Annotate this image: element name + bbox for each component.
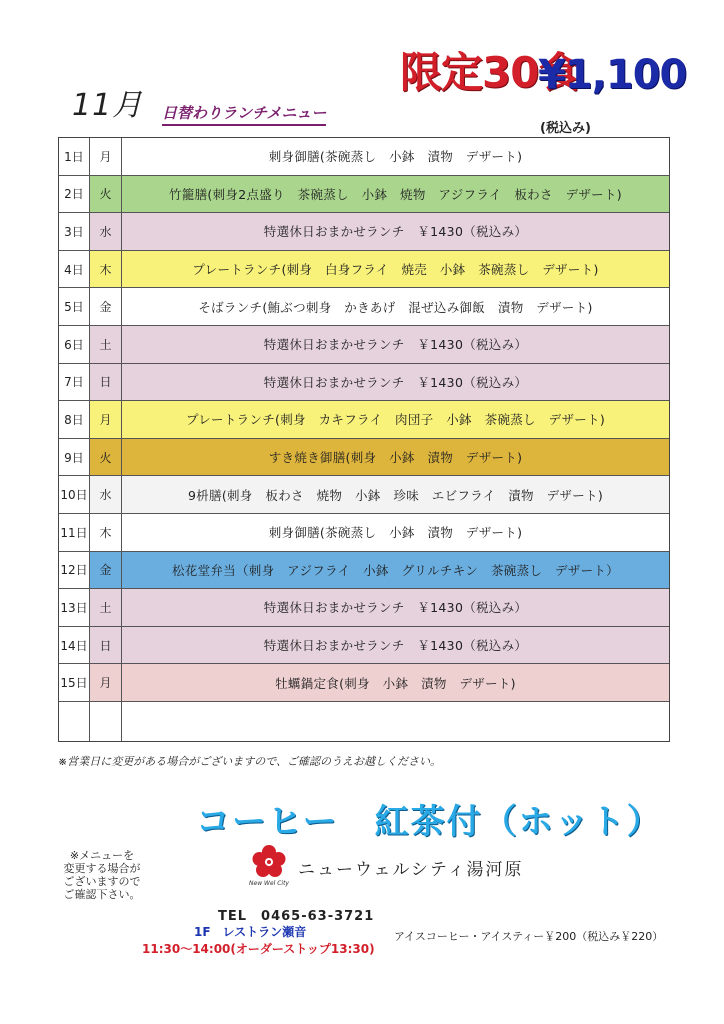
weekday-cell: 水 [90, 476, 122, 513]
menu-subtitle: 日替わりランチメニュー [162, 102, 326, 126]
weekday-cell: 日 [90, 627, 122, 664]
day-cell: 7日 [59, 364, 90, 401]
business-day-note: ※営業日に変更がある場合がございますので、ご確認のうえお越しください。 [58, 755, 441, 768]
weekday-cell: 金 [90, 552, 122, 589]
day-cell: 12日 [59, 552, 90, 589]
logo-caption: New Wel City [249, 880, 289, 887]
day-cell: 11日 [59, 514, 90, 551]
tax-note: (税込み) [540, 121, 591, 136]
menu-cell: 竹籠膳(刺身2点盛り 茶碗蒸し 小鉢 焼物 アジフライ 板わさ デザート) [169, 186, 622, 202]
limited-quantity: 限定30食 [400, 48, 580, 97]
day-cell: 8日 [59, 401, 90, 438]
menu-row [59, 401, 669, 439]
month-title: 11月 [72, 88, 144, 123]
menu-cell: 9枡膳(刺身 板わさ 焼物 小鉢 珍味 エビフライ 漬物 デザート) [187, 487, 604, 503]
weekday-cell: 土 [90, 589, 122, 626]
menu-change-line: ※メニューを [69, 849, 135, 862]
menu-row [59, 138, 669, 176]
menu-cell: 特選休日おまかせランチ ￥1430（税込み） [263, 374, 528, 390]
menu-row [59, 476, 669, 514]
menu-change-note [60, 849, 144, 901]
menu-cell: 刺身御膳(茶碗蒸し 小鉢 漬物 デザート) [268, 149, 523, 165]
menu-row [59, 288, 669, 326]
menu-row [59, 514, 669, 552]
restaurant-name: 1F レストラン瀬音 [194, 925, 307, 939]
menu-cell: プレートランチ(刺身 白身フライ 焼売 小鉢 茶碗蒸し デザート) [192, 262, 599, 278]
menu-row [59, 326, 669, 364]
menu-cell: 刺身御膳(茶碗蒸し 小鉢 漬物 デザート) [268, 525, 523, 541]
lunch-price: ¥1,100 [538, 52, 687, 98]
day-cell: 9日 [59, 439, 90, 476]
menu-row [59, 213, 669, 251]
weekday-cell: 木 [90, 514, 122, 551]
weekday-cell [90, 702, 122, 741]
weekday-cell: 金 [90, 288, 122, 325]
menu-cell: 松花堂弁当（刺身 アジフライ 小鉢 グリルチキン 茶碗蒸し デザート） [171, 562, 619, 578]
menu-cell [122, 702, 669, 741]
menu-row [59, 664, 669, 702]
iced-drinks-price: アイスコーヒー・アイスティー￥200（税込み￥220） [394, 930, 664, 943]
day-cell [59, 702, 90, 741]
menu-row [59, 702, 669, 741]
day-cell: 3日 [59, 213, 90, 250]
menu-row [59, 627, 669, 665]
day-cell: 15日 [59, 664, 90, 701]
menu-change-line: ございますので [63, 875, 141, 888]
menu-cell: 牡蠣鍋定食(刺身 小鉢 漬物 デザート) [275, 675, 516, 691]
weekday-cell: 日 [90, 364, 122, 401]
lunch-menu-table [58, 137, 670, 742]
hotel-name: ニューウェルシティ湯河原 [298, 860, 524, 880]
weekday-cell: 火 [90, 176, 122, 213]
day-cell: 13日 [59, 589, 90, 626]
menu-change-line: ご確認下さい。 [63, 888, 141, 901]
weekday-cell: 月 [90, 664, 122, 701]
menu-row [59, 439, 669, 477]
menu-change-line: 変更する場合が [63, 862, 141, 875]
menu-row [59, 552, 669, 590]
day-cell: 4日 [59, 251, 90, 288]
day-cell: 2日 [59, 176, 90, 213]
menu-row [59, 364, 669, 402]
day-cell: 10日 [59, 476, 90, 513]
weekday-cell: 水 [90, 213, 122, 250]
menu-row [59, 589, 669, 627]
day-cell: 1日 [59, 138, 90, 175]
business-hours: 11:30～14:00(オーダーストップ13:30) [142, 942, 375, 956]
weekday-cell: 土 [90, 326, 122, 363]
menu-cell: プレートランチ(刺身 カキフライ 肉団子 小鉢 茶碗蒸し デザート) [185, 412, 606, 428]
menu-cell: 特選休日おまかせランチ ￥1430（税込み） [263, 337, 528, 353]
coffee-tea-banner: コーヒー 紅茶付（ホット） [196, 802, 663, 842]
weekday-cell: 木 [90, 251, 122, 288]
menu-cell: そばランチ(鮪ぶつ刺身 かきあげ 混ぜ込み御飯 漬物 デザート) [198, 299, 593, 315]
day-cell: 6日 [59, 326, 90, 363]
menu-cell: 特選休日おまかせランチ ￥1430（税込み） [263, 638, 528, 654]
day-cell: 5日 [59, 288, 90, 325]
menu-row [59, 251, 669, 289]
weekday-cell: 月 [90, 401, 122, 438]
menu-cell: 特選休日おまかせランチ ￥1430（税込み） [263, 224, 528, 240]
weekday-cell: 火 [90, 439, 122, 476]
menu-cell: 特選休日おまかせランチ ￥1430（税込み） [263, 600, 528, 616]
weekday-cell: 月 [90, 138, 122, 175]
menu-row [59, 176, 669, 214]
telephone-number: TEL 0465-63-3721 [218, 909, 375, 924]
day-cell: 14日 [59, 627, 90, 664]
menu-cell: すき焼き御膳(刺身 小鉢 漬物 デザート) [268, 450, 523, 466]
